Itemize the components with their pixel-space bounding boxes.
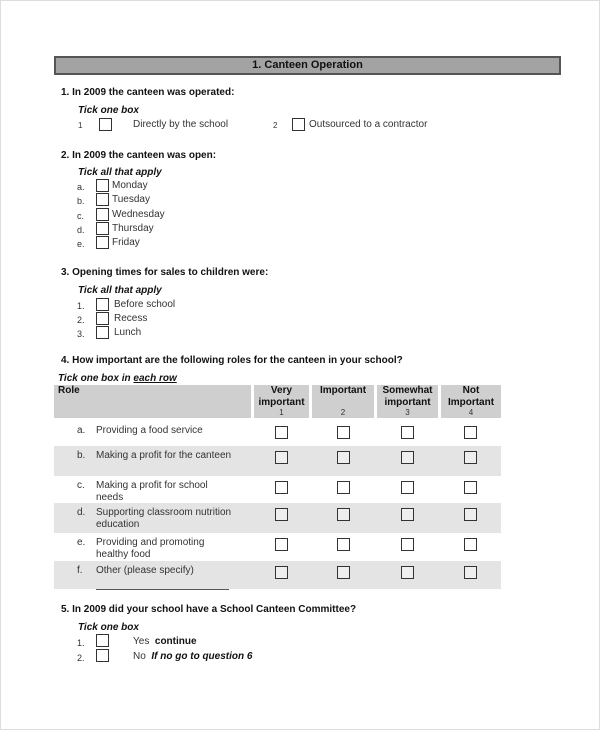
rating-checkbox[interactable] — [337, 566, 350, 579]
q2-option-label: Tuesday — [112, 194, 150, 205]
row-label: Providing a food service — [96, 425, 203, 436]
q5-option-num: 1. — [77, 638, 85, 648]
header-somewhat-important — [377, 385, 438, 418]
rating-checkbox[interactable] — [464, 481, 477, 494]
q2-option-label: Friday — [112, 237, 140, 248]
rating-checkbox[interactable] — [401, 538, 414, 551]
q3-option-label: Recess — [114, 313, 148, 324]
header-not-important — [441, 385, 501, 418]
specify-line[interactable] — [96, 589, 229, 590]
header-num: 1 — [279, 408, 284, 417]
row-label: Making a profit for the canteen — [96, 450, 232, 461]
q3-instruction: Tick all that apply — [78, 285, 162, 296]
q2-option-letter: b. — [77, 196, 85, 206]
table-row — [54, 533, 501, 561]
q5-instruction: Tick one box — [78, 622, 139, 633]
rating-checkbox[interactable] — [401, 426, 414, 439]
q5-option-note: continue — [154, 636, 197, 647]
question-3: 3. Opening times for sales to children were: — [61, 267, 269, 278]
table-row — [54, 561, 501, 589]
header-num: 2 — [340, 408, 346, 417]
question-2: 2. In 2009 the canteen was open: — [61, 150, 217, 161]
q5-option — [133, 636, 197, 647]
q3-option-checkbox[interactable] — [96, 326, 109, 339]
q4-instruction-underlined: each row — [133, 373, 177, 384]
q2-option-letter: e. — [77, 239, 85, 249]
rating-checkbox[interactable] — [275, 508, 288, 521]
header-label: Very important — [258, 385, 305, 408]
q1-option-2-num: 2 — [273, 121, 278, 130]
row-letter: a. — [77, 425, 86, 436]
rating-checkbox[interactable] — [337, 538, 350, 551]
header-role-label: Role — [58, 385, 80, 396]
rating-checkbox[interactable] — [337, 451, 350, 464]
q2-option-checkbox[interactable] — [96, 193, 109, 206]
rating-checkbox[interactable] — [464, 508, 477, 521]
q2-option-letter: a. — [77, 182, 85, 192]
header-num: 3 — [405, 408, 410, 417]
table-row — [54, 503, 501, 533]
q2-instruction: Tick all that apply — [78, 167, 162, 178]
section-title: 1. Canteen Operation — [54, 56, 561, 75]
rating-checkbox[interactable] — [275, 451, 288, 464]
q5-option-checkbox[interactable] — [96, 634, 109, 647]
q1-instruction: Tick one box — [78, 105, 139, 116]
table-row — [54, 476, 501, 503]
q5-option-label: No — [133, 651, 146, 662]
header-important — [312, 385, 374, 418]
rating-checkbox[interactable] — [337, 508, 350, 521]
q2-option-letter: c. — [77, 211, 85, 221]
q3-option-label: Lunch — [114, 327, 142, 338]
q5-option-label: Yes — [133, 636, 150, 647]
q2-option-label: Thursday — [112, 223, 154, 234]
row-letter: b. — [77, 450, 86, 461]
row-letter: f. — [77, 565, 83, 576]
table-row — [54, 421, 501, 446]
q1-option-2-checkbox[interactable] — [292, 118, 305, 131]
rating-checkbox[interactable] — [401, 508, 414, 521]
q3-option-label: Before school — [114, 299, 176, 310]
question-1: 1. In 2009 the canteen was operated: — [61, 87, 235, 98]
header-num: 4 — [468, 408, 474, 417]
q2-option-checkbox[interactable] — [96, 208, 109, 221]
rating-checkbox[interactable] — [275, 566, 288, 579]
q4-instruction-prefix: Tick one box in — [58, 373, 134, 384]
q1-option-1-checkbox[interactable] — [99, 118, 112, 131]
header-very-important — [254, 385, 309, 418]
rating-checkbox[interactable] — [275, 426, 288, 439]
table-row — [54, 446, 501, 476]
rating-checkbox[interactable] — [275, 538, 288, 551]
q2-option-checkbox[interactable] — [96, 222, 109, 235]
q1-option-1-num: 1 — [78, 121, 83, 130]
row-letter: e. — [77, 537, 86, 548]
rating-checkbox[interactable] — [337, 481, 350, 494]
q1-option-1-label: Directly by the school — [133, 119, 229, 130]
q3-option-checkbox[interactable] — [96, 298, 109, 311]
header-label: Somewhat important — [382, 385, 433, 408]
q5-option-num: 2. — [77, 653, 85, 663]
rating-checkbox[interactable] — [401, 481, 414, 494]
rating-checkbox[interactable] — [401, 566, 414, 579]
row-label: Making a profit for school needs — [96, 480, 208, 503]
q2-option-label: Wednesday — [112, 209, 165, 220]
q1-option-2-label: Outsourced to a contractor — [309, 119, 428, 130]
q3-option-num: 3. — [77, 329, 85, 339]
rating-checkbox[interactable] — [464, 566, 477, 579]
row-label: Other (please specify) — [96, 565, 194, 576]
q5-option — [133, 651, 252, 662]
q2-option-letter: d. — [77, 225, 85, 235]
q2-option-checkbox[interactable] — [96, 179, 109, 192]
q3-option-checkbox[interactable] — [96, 312, 109, 325]
row-label: Supporting classroom nutrition education — [96, 507, 232, 530]
rating-checkbox[interactable] — [275, 481, 288, 494]
q2-option-checkbox[interactable] — [96, 236, 109, 249]
q2-option-label: Monday — [112, 180, 148, 191]
rating-checkbox[interactable] — [464, 451, 477, 464]
question-4: 4. How important are the following roles for the canteen in your school? — [61, 355, 403, 366]
row-letter: d. — [77, 507, 86, 518]
row-letter: c. — [77, 480, 85, 491]
header-label: Not Important — [447, 385, 495, 408]
rating-checkbox[interactable] — [337, 426, 350, 439]
row-label: Providing and promoting healthy food — [96, 537, 205, 560]
header-label: Important — [319, 385, 367, 396]
q3-option-num: 1. — [77, 301, 85, 311]
q5-option-checkbox[interactable] — [96, 649, 109, 662]
question-5: 5. In 2009 did your school have a School Canteen Committee? — [61, 604, 357, 615]
header-role — [54, 385, 251, 418]
q5-option-note: If no go to question 6 — [151, 651, 253, 662]
q3-option-num: 2. — [77, 315, 85, 325]
rating-checkbox[interactable] — [464, 426, 477, 439]
q4-instruction — [58, 373, 177, 384]
rating-checkbox[interactable] — [464, 538, 477, 551]
rating-checkbox[interactable] — [401, 451, 414, 464]
